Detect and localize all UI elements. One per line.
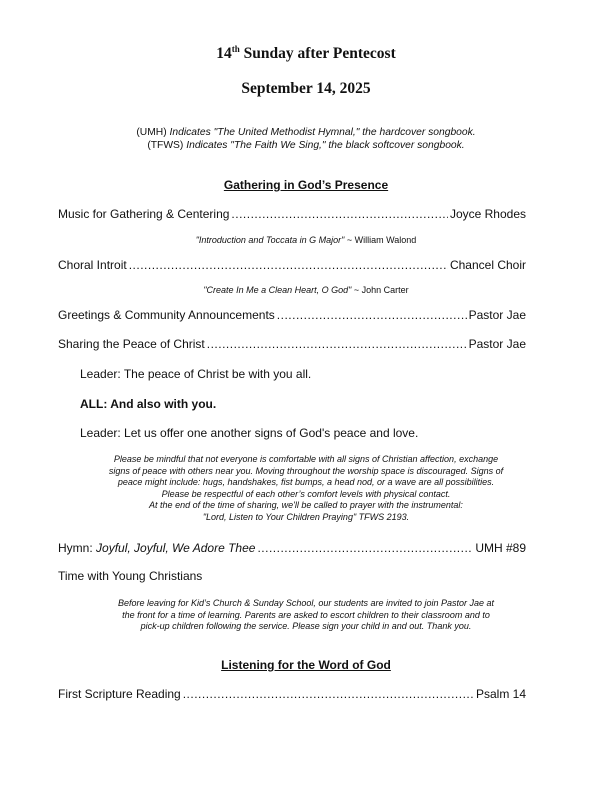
young-christians-note: Before leaving for Kid’s Church & Sunday School, our students are invited to join Pastor Jae at the front for a time of learning. Parents are asked to escort children to their classroom and to pick-up children following the service. Please sign your child in and out. Thank you. xyxy=(117,598,495,632)
dot-leader xyxy=(257,541,473,555)
dot-leader xyxy=(231,207,448,221)
section-heading-listening: Listening for the Word of God xyxy=(221,658,391,672)
introit-attribution: "Create In Me a Clean Heart, O God" ~ John Carter xyxy=(203,285,409,295)
liturgy-leader-line: Leader: The peace of Christ be with you all. xyxy=(80,367,312,381)
dot-leader xyxy=(129,258,448,272)
hymnal-legend xyxy=(0,126,612,152)
liturgy-leader-line: Leader: Let us offer one another signs of God's peace and love. xyxy=(80,426,419,440)
peace-guidance-note: Please be mindful that not everyone is comfortable with all signs of Christian affection, exchange signs of peace with others near you. Moving throughout the worship space is discouraged. Signs of peace might include: hugs, handshakes, fist bumps, a head nod, or a wave are all possibilities. Please be respectful of each other’s comfort levels with physical contact. At the end of the time of sharing, we'll be called to prayer with the instrumental: "Lord, Listen to Your Children Praying" TFWS 2193. xyxy=(108,454,504,522)
section-heading-gathering: Gathering in God’s Presence xyxy=(223,178,389,192)
legend-tfws: (TFWS) Indicates "The Faith We Sing," the black softcover songbook. xyxy=(147,140,465,151)
order-item-scripture: First Scripture Reading ..... Psalm 14 xyxy=(58,687,526,701)
music-attribution: "Introduction and Toccata in G Major" ~ William Walond xyxy=(195,235,417,245)
order-item-greetings: Greetings & Community Announcements ..... Pastor Jae xyxy=(58,308,526,322)
dot-leader xyxy=(183,687,474,701)
order-item-introit: Choral Introit ..... Chancel Choir xyxy=(58,258,526,272)
order-item-music: Music for Gathering & Centering ..... Joyce Rhodes xyxy=(58,207,526,221)
liturgy-response-all: ALL: And also with you. xyxy=(80,397,217,411)
order-item-young-christians: Time with Young Christians xyxy=(58,569,203,583)
service-date: September 14, 2025 xyxy=(241,80,371,97)
service-title: 14th Sunday after Pentecost xyxy=(216,44,396,62)
dot-leader xyxy=(277,308,467,322)
order-item-peace: Sharing the Peace of Christ ..... Pastor Jae xyxy=(58,337,526,351)
order-item-hymn: Hymn: Joyful, Joyful, We Adore Thee ..... UMH #89 xyxy=(58,541,526,555)
dot-leader xyxy=(207,337,467,351)
legend-umh: (UMH) Indicates "The United Methodist Hymnal," the hardcover songbook. xyxy=(136,127,476,138)
